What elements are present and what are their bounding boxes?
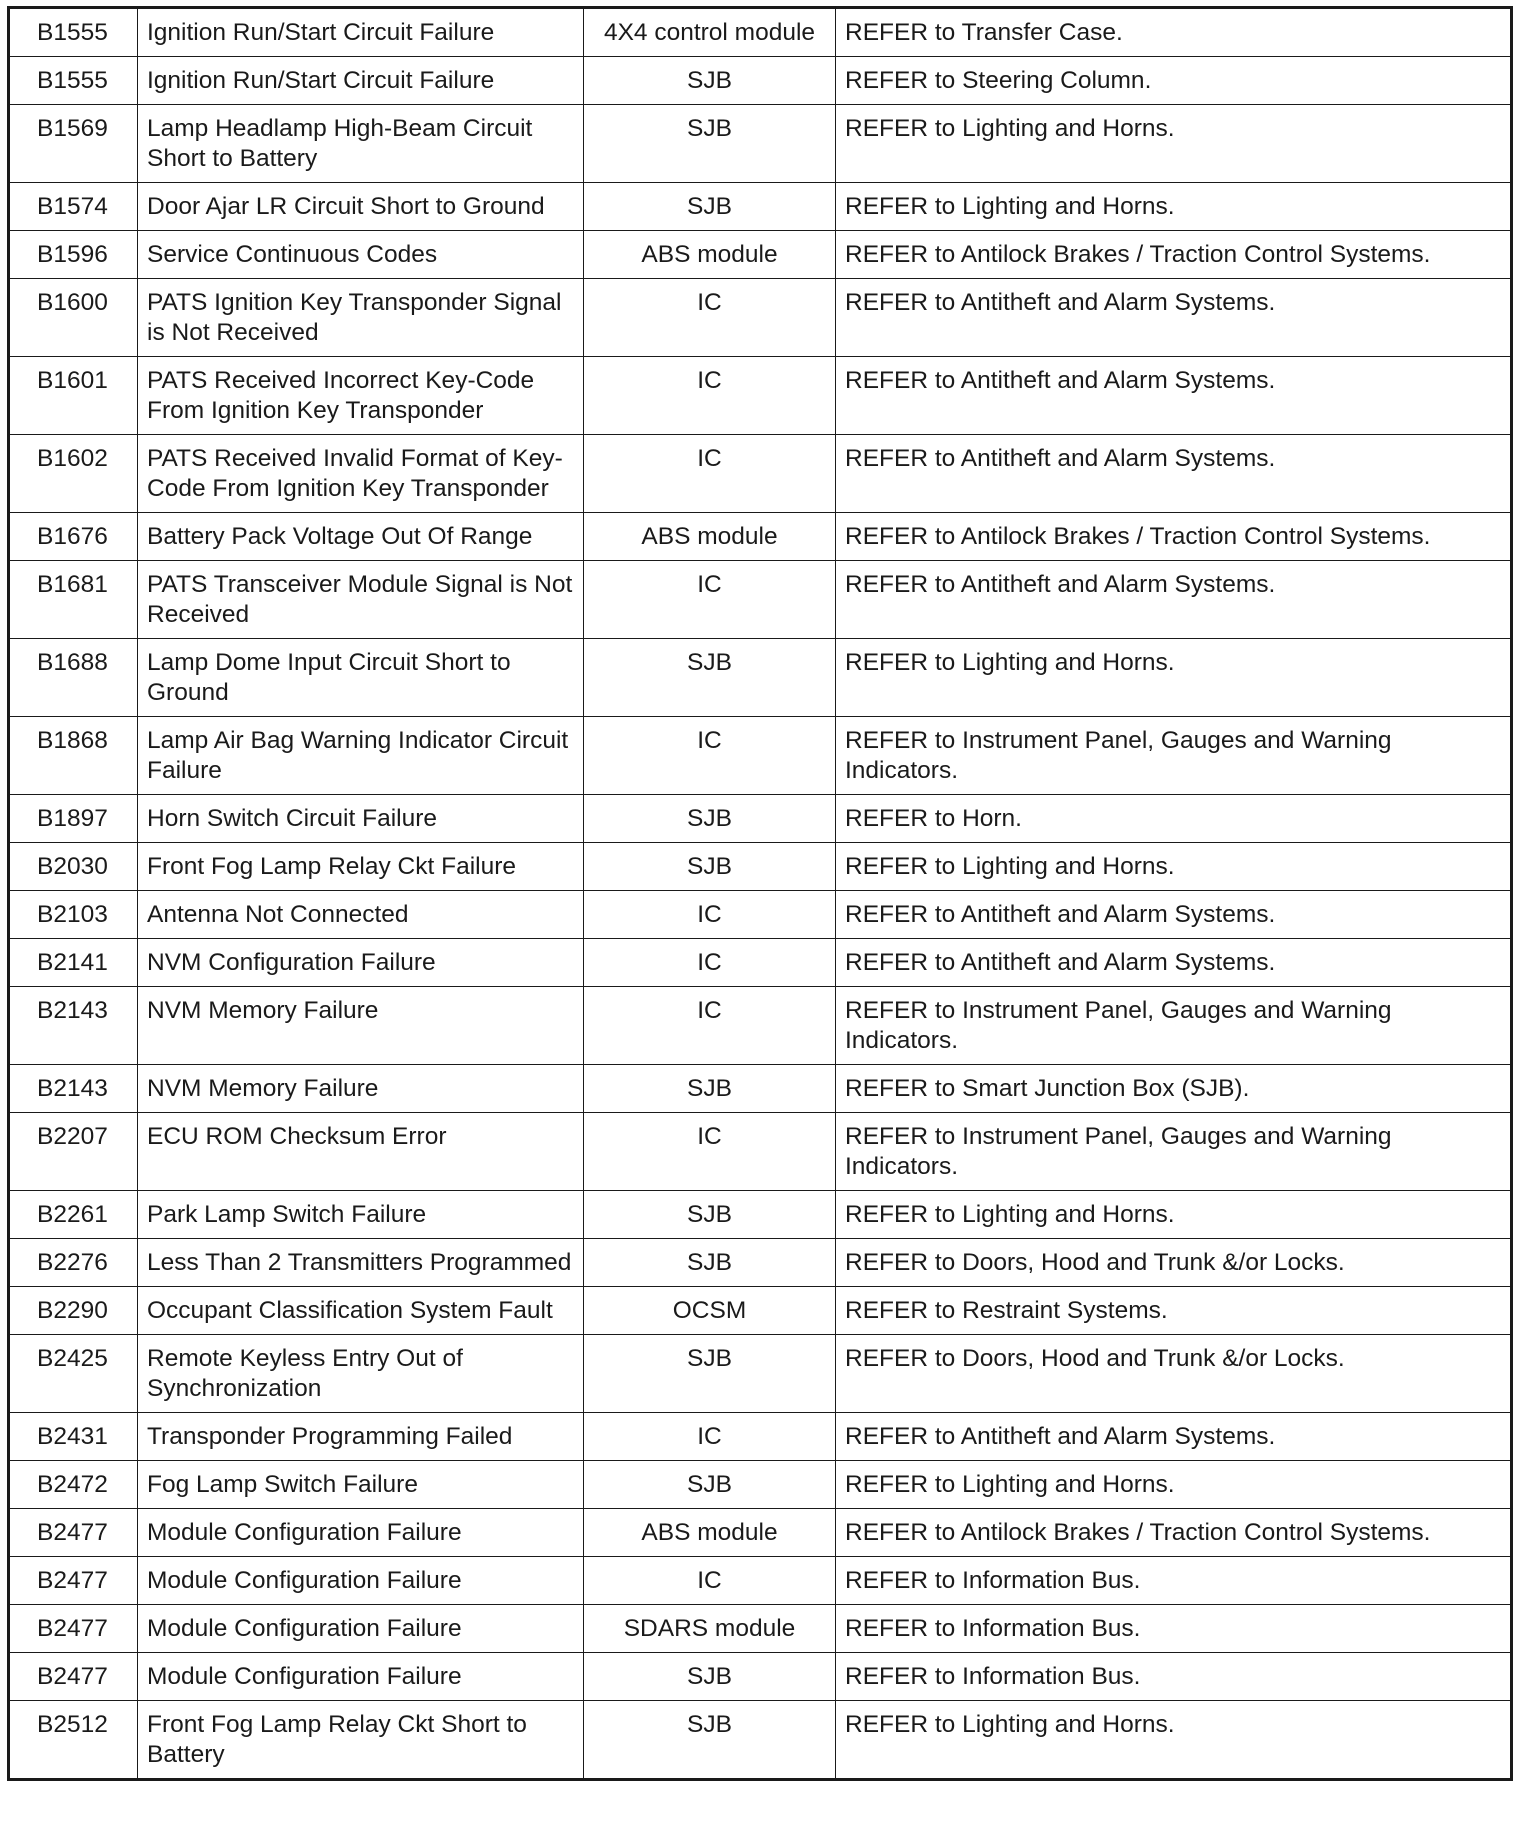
description-cell: PATS Received Invalid Format of Key-Code From Ignition Key Transponder: [138, 435, 584, 513]
table-row: [9, 57, 1512, 105]
action-cell: REFER to Lighting and Horns.: [836, 639, 1512, 717]
table-row: [9, 8, 1512, 57]
description-cell: Module Configuration Failure: [138, 1509, 584, 1557]
module-cell: SJB: [584, 1335, 836, 1413]
table-row: [9, 1509, 1512, 1557]
module-cell: OCSM: [584, 1287, 836, 1335]
action-cell: REFER to Information Bus.: [836, 1653, 1512, 1701]
module-cell: IC: [584, 717, 836, 795]
table-row: [9, 795, 1512, 843]
description-cell: Module Configuration Failure: [138, 1653, 584, 1701]
description-cell: ECU ROM Checksum Error: [138, 1113, 584, 1191]
action-cell: REFER to Restraint Systems.: [836, 1287, 1512, 1335]
table-row: [9, 891, 1512, 939]
action-cell: REFER to Lighting and Horns.: [836, 105, 1512, 183]
action-cell: REFER to Antilock Brakes / Traction Control Systems.: [836, 1509, 1512, 1557]
description-cell: Module Configuration Failure: [138, 1557, 584, 1605]
description-cell: NVM Memory Failure: [138, 987, 584, 1065]
action-cell: REFER to Lighting and Horns.: [836, 183, 1512, 231]
table-row: [9, 435, 1512, 513]
action-cell: REFER to Lighting and Horns.: [836, 843, 1512, 891]
description-cell: Front Fog Lamp Relay Ckt Short to Battery: [138, 1701, 584, 1780]
module-cell: IC: [584, 279, 836, 357]
module-cell: ABS module: [584, 231, 836, 279]
description-cell: Module Configuration Failure: [138, 1605, 584, 1653]
description-cell: Lamp Headlamp High-Beam Circuit Short to Battery: [138, 105, 584, 183]
module-cell: SJB: [584, 639, 836, 717]
table-row: [9, 105, 1512, 183]
table-row: [9, 939, 1512, 987]
dtc-code-cell: B2477: [9, 1557, 138, 1605]
module-cell: SJB: [584, 1191, 836, 1239]
table-row: [9, 1113, 1512, 1191]
dtc-code-cell: B2425: [9, 1335, 138, 1413]
description-cell: PATS Transceiver Module Signal is Not Received: [138, 561, 584, 639]
module-cell: SJB: [584, 1461, 836, 1509]
description-cell: Lamp Dome Input Circuit Short to Ground: [138, 639, 584, 717]
module-cell: ABS module: [584, 1509, 836, 1557]
description-cell: Antenna Not Connected: [138, 891, 584, 939]
dtc-code-cell: B2431: [9, 1413, 138, 1461]
module-cell: IC: [584, 891, 836, 939]
description-cell: Front Fog Lamp Relay Ckt Failure: [138, 843, 584, 891]
action-cell: REFER to Antitheft and Alarm Systems.: [836, 891, 1512, 939]
dtc-code-cell: B2261: [9, 1191, 138, 1239]
dtc-code-cell: B1555: [9, 8, 138, 57]
action-cell: REFER to Smart Junction Box (SJB).: [836, 1065, 1512, 1113]
module-cell: SJB: [584, 1701, 836, 1780]
description-cell: Park Lamp Switch Failure: [138, 1191, 584, 1239]
module-cell: IC: [584, 939, 836, 987]
description-cell: Less Than 2 Transmitters Programmed: [138, 1239, 584, 1287]
table-row: [9, 1461, 1512, 1509]
action-cell: REFER to Instrument Panel, Gauges and Warning Indicators.: [836, 717, 1512, 795]
table-row: [9, 1653, 1512, 1701]
table-row: [9, 843, 1512, 891]
description-cell: Fog Lamp Switch Failure: [138, 1461, 584, 1509]
module-cell: SJB: [584, 795, 836, 843]
action-cell: REFER to Antitheft and Alarm Systems.: [836, 435, 1512, 513]
dtc-code-cell: B1574: [9, 183, 138, 231]
module-cell: SJB: [584, 183, 836, 231]
dtc-code-cell: B2477: [9, 1653, 138, 1701]
table-row: [9, 231, 1512, 279]
dtc-code-cell: B1601: [9, 357, 138, 435]
dtc-code-cell: B1868: [9, 717, 138, 795]
dtc-table-body: [9, 8, 1512, 1780]
dtc-code-cell: B1596: [9, 231, 138, 279]
action-cell: REFER to Antilock Brakes / Traction Control Systems.: [836, 231, 1512, 279]
description-cell: Horn Switch Circuit Failure: [138, 795, 584, 843]
dtc-code-cell: B2290: [9, 1287, 138, 1335]
dtc-code-cell: B2512: [9, 1701, 138, 1780]
action-cell: REFER to Antitheft and Alarm Systems.: [836, 561, 1512, 639]
dtc-code-cell: B2472: [9, 1461, 138, 1509]
description-cell: Battery Pack Voltage Out Of Range: [138, 513, 584, 561]
dtc-table: [7, 6, 1513, 1781]
action-cell: REFER to Instrument Panel, Gauges and Warning Indicators.: [836, 987, 1512, 1065]
table-row: [9, 639, 1512, 717]
dtc-code-cell: B1676: [9, 513, 138, 561]
table-row: [9, 1239, 1512, 1287]
module-cell: SDARS module: [584, 1605, 836, 1653]
action-cell: REFER to Lighting and Horns.: [836, 1701, 1512, 1780]
dtc-code-cell: B2143: [9, 1065, 138, 1113]
dtc-code-cell: B1600: [9, 279, 138, 357]
table-row: [9, 1605, 1512, 1653]
dtc-code-cell: B1602: [9, 435, 138, 513]
description-cell: PATS Ignition Key Transponder Signal is Not Received: [138, 279, 584, 357]
module-cell: 4X4 control module: [584, 8, 836, 57]
description-cell: NVM Memory Failure: [138, 1065, 584, 1113]
module-cell: SJB: [584, 105, 836, 183]
dtc-code-cell: B1681: [9, 561, 138, 639]
description-cell: Service Continuous Codes: [138, 231, 584, 279]
dtc-code-cell: B1555: [9, 57, 138, 105]
action-cell: REFER to Horn.: [836, 795, 1512, 843]
action-cell: REFER to Antitheft and Alarm Systems.: [836, 1413, 1512, 1461]
description-cell: NVM Configuration Failure: [138, 939, 584, 987]
module-cell: SJB: [584, 1239, 836, 1287]
description-cell: Door Ajar LR Circuit Short to Ground: [138, 183, 584, 231]
table-row: [9, 1701, 1512, 1780]
description-cell: Remote Keyless Entry Out of Synchronization: [138, 1335, 584, 1413]
dtc-code-cell: B2030: [9, 843, 138, 891]
dtc-code-cell: B2141: [9, 939, 138, 987]
dtc-code-cell: B2143: [9, 987, 138, 1065]
action-cell: REFER to Antitheft and Alarm Systems.: [836, 279, 1512, 357]
module-cell: IC: [584, 987, 836, 1065]
module-cell: IC: [584, 1557, 836, 1605]
action-cell: REFER to Antitheft and Alarm Systems.: [836, 357, 1512, 435]
table-row: [9, 183, 1512, 231]
module-cell: IC: [584, 1113, 836, 1191]
description-cell: Lamp Air Bag Warning Indicator Circuit Failure: [138, 717, 584, 795]
action-cell: REFER to Steering Column.: [836, 57, 1512, 105]
action-cell: REFER to Doors, Hood and Trunk &/or Locks.: [836, 1335, 1512, 1413]
description-cell: Transponder Programming Failed: [138, 1413, 584, 1461]
table-row: [9, 279, 1512, 357]
table-row: [9, 1065, 1512, 1113]
action-cell: REFER to Doors, Hood and Trunk &/or Locks.: [836, 1239, 1512, 1287]
action-cell: REFER to Antilock Brakes / Traction Control Systems.: [836, 513, 1512, 561]
dtc-code-cell: B2477: [9, 1509, 138, 1557]
module-cell: IC: [584, 1413, 836, 1461]
module-cell: IC: [584, 357, 836, 435]
table-row: [9, 1557, 1512, 1605]
table-row: [9, 1335, 1512, 1413]
dtc-code-cell: B2207: [9, 1113, 138, 1191]
module-cell: SJB: [584, 1653, 836, 1701]
table-row: [9, 1191, 1512, 1239]
dtc-code-cell: B1569: [9, 105, 138, 183]
table-row: [9, 1413, 1512, 1461]
module-cell: SJB: [584, 843, 836, 891]
module-cell: SJB: [584, 57, 836, 105]
module-cell: ABS module: [584, 513, 836, 561]
dtc-code-cell: B2477: [9, 1605, 138, 1653]
action-cell: REFER to Instrument Panel, Gauges and Warning Indicators.: [836, 1113, 1512, 1191]
action-cell: REFER to Antitheft and Alarm Systems.: [836, 939, 1512, 987]
table-row: [9, 357, 1512, 435]
module-cell: IC: [584, 561, 836, 639]
description-cell: Occupant Classification System Fault: [138, 1287, 584, 1335]
description-cell: Ignition Run/Start Circuit Failure: [138, 8, 584, 57]
table-row: [9, 561, 1512, 639]
action-cell: REFER to Information Bus.: [836, 1605, 1512, 1653]
dtc-code-cell: B1688: [9, 639, 138, 717]
description-cell: PATS Received Incorrect Key-Code From Ignition Key Transponder: [138, 357, 584, 435]
table-row: [9, 1287, 1512, 1335]
module-cell: SJB: [584, 1065, 836, 1113]
dtc-code-cell: B2103: [9, 891, 138, 939]
action-cell: REFER to Lighting and Horns.: [836, 1191, 1512, 1239]
table-row: [9, 513, 1512, 561]
action-cell: REFER to Lighting and Horns.: [836, 1461, 1512, 1509]
dtc-code-cell: B2276: [9, 1239, 138, 1287]
table-row: [9, 987, 1512, 1065]
module-cell: IC: [584, 435, 836, 513]
dtc-code-cell: B1897: [9, 795, 138, 843]
table-row: [9, 717, 1512, 795]
description-cell: Ignition Run/Start Circuit Failure: [138, 57, 584, 105]
action-cell: REFER to Information Bus.: [836, 1557, 1512, 1605]
action-cell: REFER to Transfer Case.: [836, 8, 1512, 57]
